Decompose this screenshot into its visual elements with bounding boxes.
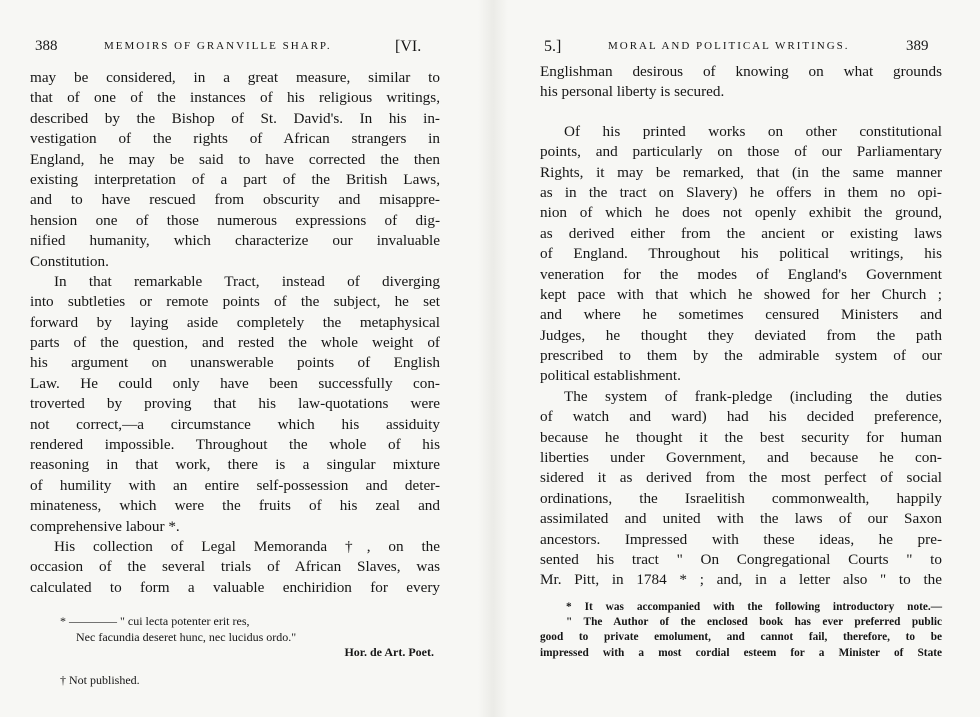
body-line: Of his printed works on other constitutional: [564, 122, 942, 140]
body-line: hension one of those numerous expressions of dig-: [30, 211, 440, 229]
paragraph-gap: [540, 103, 942, 122]
body-line: ordinations, the Israelitish commonwealth, happily: [540, 489, 942, 507]
body-line: sented his tract " On Congregational Courts " to: [540, 550, 942, 568]
footnote-line: " The Author of the enclosed book has ever preferred public: [566, 616, 942, 629]
body-line: Mr. Pitt, in 1784 * ; and, in a letter also " to the: [540, 571, 942, 589]
body-line: described by the Bishop of St. David's. In his in-: [30, 109, 440, 127]
footnote-line: good to private emolument, and cannot fail, therefore, to be: [540, 631, 942, 644]
left-page-number: 388: [35, 38, 58, 54]
left-running-title: MEMOIRS OF GRANVILLE SHARP.: [104, 40, 332, 52]
left-page-header: [30, 38, 440, 58]
body-line: sidered it as derived from the most perfect of social: [540, 469, 942, 487]
body-line: political establishment.: [540, 367, 681, 385]
right-page-number: 389: [906, 38, 929, 54]
body-line: may be considered, in a great measure, similar to: [30, 69, 440, 86]
body-line: troverted by proving that his law-quotations were: [30, 395, 440, 413]
body-line: of England. Throughout his political writings, his: [540, 245, 942, 263]
body-line: nified humanity, which characterize our invaluable: [30, 232, 440, 250]
right-page: [540, 0, 942, 717]
body-line: liberties under Government, and because he con-: [540, 449, 942, 467]
body-line: calculated to form a valuable enchiridion for every: [30, 578, 440, 596]
body-line: Judges, he thought they deviated from the path: [540, 326, 942, 344]
body-line: reasoning in that work, there is a singular mixture: [30, 456, 440, 474]
body-line: vestigation of the rights of African strangers in: [30, 130, 440, 148]
footnote-verse-line: * ———— " cui lecta potenter erit res,: [60, 614, 250, 628]
footnote-line: impressed with a most cordial esteem for a Minister of State: [540, 646, 942, 659]
body-line: kept pace with that which he showed for her Church ;: [540, 285, 942, 303]
body-line: Constitution.: [30, 252, 109, 270]
right-body-text: [540, 62, 942, 591]
right-chapter-mark: 5.]: [544, 38, 562, 55]
body-line: and to have rescued from obscurity and misappre-: [30, 191, 440, 209]
body-line: not correct,—a circumstance which his assiduity: [30, 415, 440, 433]
body-line: parts of the question, and rested the whole weight of: [30, 334, 440, 352]
body-line: Law. He could only have been successfully con-: [30, 374, 440, 392]
left-footnotes: [30, 614, 440, 688]
body-line: his personal liberty is secured.: [540, 83, 725, 101]
body-line: and where he sometimes censured Ministers and: [540, 306, 942, 324]
book-gutter: [478, 0, 508, 717]
right-footnotes: [540, 600, 942, 661]
body-line: In that remarkable Tract, instead of diverging: [54, 272, 440, 290]
body-line: minateness, which were the fruits of his zeal and: [30, 497, 440, 515]
body-line: His collection of Legal Memoranda †, on the: [54, 537, 440, 555]
body-line: into subtleties or remote points of the subject, he set: [30, 293, 440, 311]
body-line: existing interpretation of a part of the British Laws,: [30, 170, 440, 188]
body-line: Rights, it may be remarked, that (in the same manner: [540, 163, 942, 181]
body-line: comprehensive labour *.: [30, 517, 180, 535]
footnote-not-published: † Not published.: [60, 672, 140, 687]
footnote-line: * It was accompanied with the following introductory note.—: [566, 601, 942, 613]
body-line: as derived either from the ancient or existing laws: [540, 224, 942, 242]
body-line: prescribed to them by the admirable system of our: [540, 347, 942, 365]
body-line: his argument on unanswerable points of English: [30, 354, 440, 372]
body-line: The system of frank-pledge (including the duties: [564, 387, 942, 405]
body-line: that of one of the instances of his religious writings,: [30, 89, 440, 107]
body-line: England, he may be said to have corrected the then: [30, 150, 440, 168]
body-line: forward by laying aside completely the metaphysical: [30, 313, 440, 331]
body-line: Englishman desirous of knowing on what grounds: [540, 63, 942, 80]
body-line: ancestors. Impressed with these ideas, he pre-: [540, 530, 942, 548]
body-line: rendered impossible. Throughout the whole of his: [30, 436, 440, 454]
left-body-text: [30, 68, 440, 598]
body-line: of watch and ward) had his decided preference,: [540, 408, 942, 426]
left-chapter-mark: [VI.: [395, 38, 422, 55]
body-line: because he thought it the best security for human: [540, 428, 942, 446]
left-page: [30, 0, 440, 717]
right-page-header: [540, 38, 942, 58]
body-line: points, and particularly on those of our Parliamentary: [540, 143, 942, 161]
body-line: nion of which he does not openly exhibit the ground,: [540, 204, 942, 222]
footnote-citation: Hor. de Art. Poet.: [344, 645, 434, 659]
body-line: of humility with an entire self-possession and deter-: [30, 476, 440, 494]
body-line: veneration for the modes of England's Government: [540, 265, 942, 283]
body-line: occasion of the several trials of African Slaves, was: [30, 558, 440, 576]
footnote-verse-line: Nec facundia deseret hunc, nec lucidus ordo.": [76, 629, 297, 644]
body-line: assimilated and united with the laws of our Saxon: [540, 510, 942, 528]
right-running-title: MORAL AND POLITICAL WRITINGS.: [608, 40, 850, 52]
body-line: as in the tract on Slavery) he offers in them no opi-: [540, 183, 942, 201]
